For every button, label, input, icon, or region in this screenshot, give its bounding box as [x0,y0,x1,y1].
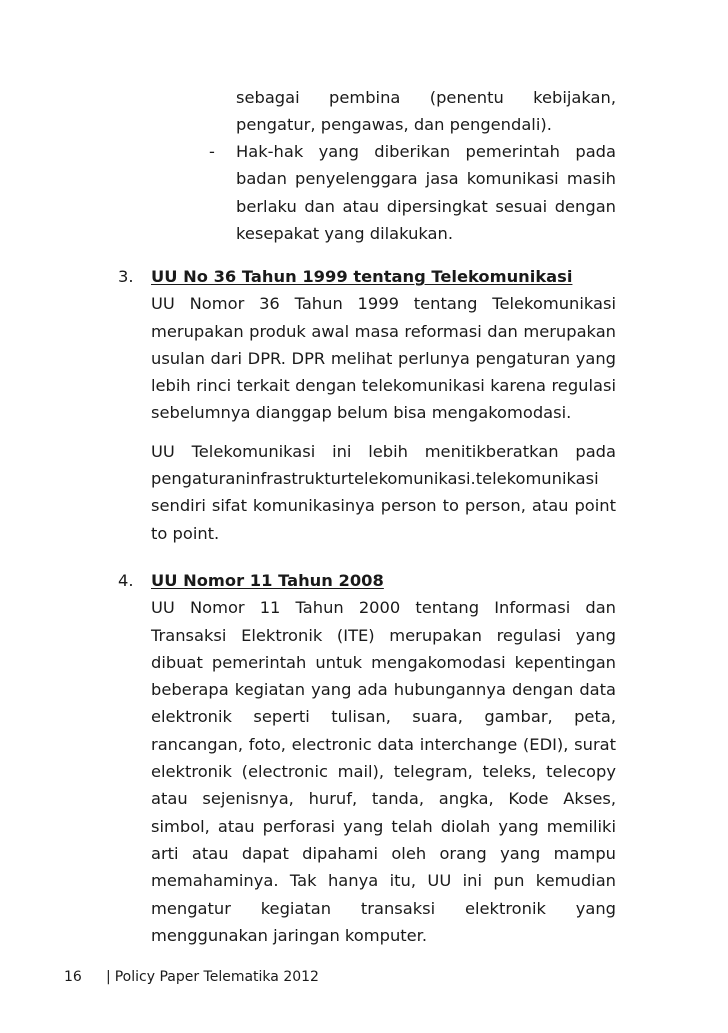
item-number: 3. [118,267,134,286]
item-paragraph-2-text: UU Telekomunikasi ini lebih menitikberatkan pada pengaturaninfrastrukturtelekomunikasi.telekomunikasi [151,441,616,489]
item-paragraph-2 [151,438,616,547]
page-footer [64,967,319,987]
continuation-text: sebagai pembina (penentu kebijakan, pengatur, pengawas, dan pengendali). [236,88,616,135]
item-paragraph: UU Nomor 11 Tahun 2000 tentang Informasi dan Transaksi Elektronik (ITE) merupakan regulasi yang dibuat pemerintah untuk mengakomodasi kepentingan beberapa kegiatan yang ada hubungannya dengan data elektronik seperti tulisan, suara, gambar, peta, rancangan, foto, electronic data interchange (EDI), surat elektronik (electronic mail), telegram, teleks, telecopy atau sejenisnya, huruf, tanda, angka, Kode Akses, simbol, atau perforasi yang telah diolah yang memiliki arti atau dapat dipahami oleh orang yang mampu memahaminya. Tak hanya itu, UU ini pun kemudian mengatur kegiatan transaksi elektronik yang menggunakan jaringan komputer. [151,598,616,945]
item-body [151,567,616,949]
item-paragraph-2-first [151,438,616,493]
item-heading: UU Nomor 11 Tahun 2008 [151,571,384,590]
item-paragraph-2-rest: sendiri sifat komunikasinya person to person, atau point to point. [151,496,616,543]
footer-title: Policy Paper Telematika 2012 [114,969,319,985]
item-paragraph: UU Nomor 36 Tahun 1999 tentang Telekomunikasi merupakan produk awal masa reformasi dan merupakan usulan dari DPR. DPR melihat perlunya pengaturan yang lebih rinci terkait dengan telekomunikasi karena regulasi sebelumnya dianggap belum bisa mengakomodasi. [151,294,616,423]
footer-separator: | [106,969,111,985]
item-heading: UU No 36 Tahun 1999 tentang Telekomunikasi [151,267,573,286]
item-number: 4. [118,571,134,590]
page-number: 16 [64,969,82,985]
item-body [151,263,616,547]
bullet-marker: - [209,142,215,161]
bullet-text: Hak-hak yang diberikan pemerintah pada badan penyelenggara jasa komunikasi masih berlaku dan atau dipersingkat sesuai dengan kesepakat yang dilakukan. [236,142,616,243]
